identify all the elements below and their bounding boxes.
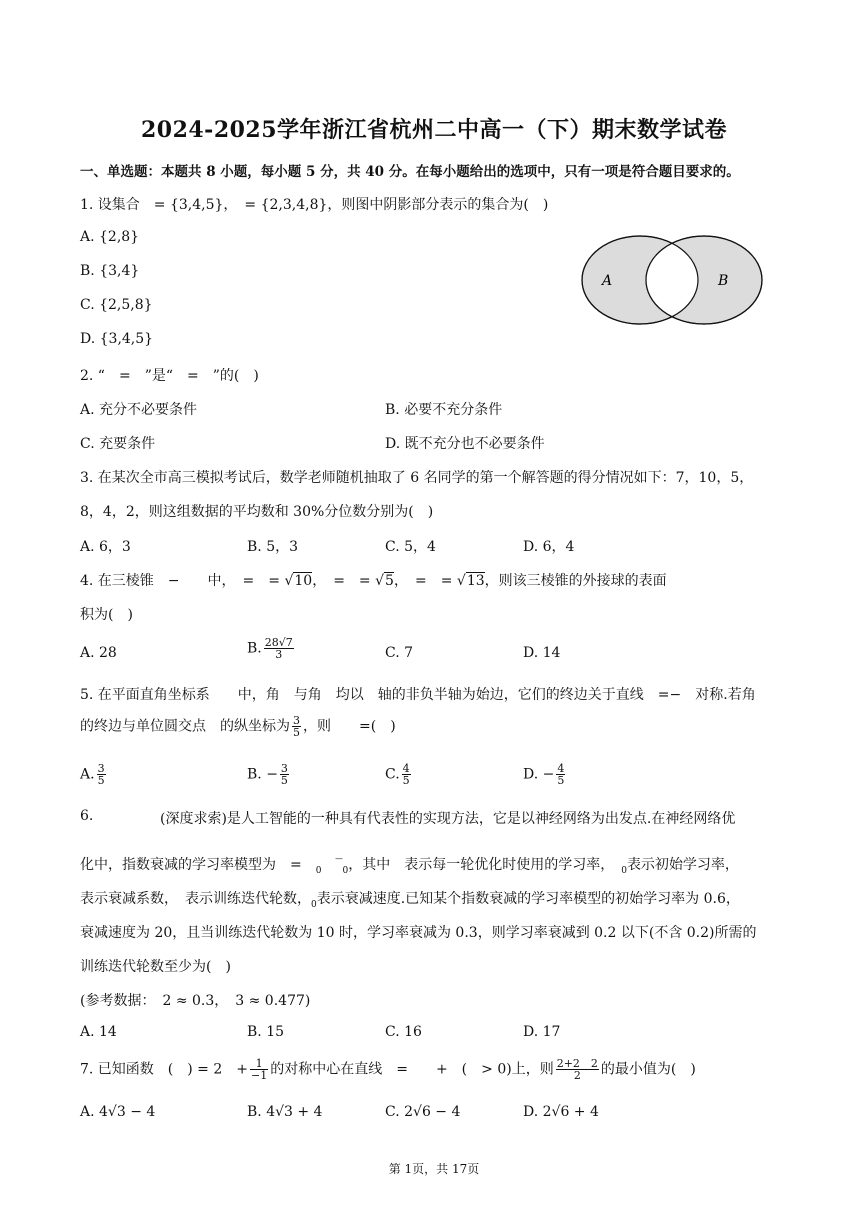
q3-option-c[interactable]: C. 5，4 [385, 539, 436, 555]
q5-option-c[interactable]: C. $\frac{4}{5}$ [385, 762, 410, 787]
q6-number: 6. [80, 808, 94, 824]
q2-option-b[interactable]: B. 必要不充分条件 [385, 402, 503, 418]
section-heading: 一、单选题：本题共 8 小题，每小题 5 分，共 40 分。在每小题给出的选项中，只有一项是符合题目要求的。 [80, 164, 740, 180]
venn-diagram [574, 228, 770, 332]
q3-line2: 8，4，2，则这组数据的平均数和 30%分位数分别为( ) [80, 504, 434, 520]
q6-line1: (深度求索)是人工智能的一种具有代表性的实现方法，它是以神经网络为出发点.在神经网络优 [160, 811, 736, 827]
q1-option-a[interactable]: A. {2,8} [80, 229, 140, 245]
q3-option-b[interactable]: B. 5，3 [247, 539, 299, 555]
q4-option-c[interactable]: C. 7 [385, 645, 414, 661]
q2-stem: 2. “ = ”是“ = ”的( ) [80, 368, 259, 384]
q6-option-c[interactable]: C. 16 [385, 1024, 422, 1040]
q3-option-a[interactable]: A. 6，3 [80, 539, 131, 555]
q1-option-b[interactable]: B. {3,4} [80, 263, 140, 279]
q1-option-d[interactable]: D. {3,4,5} [80, 331, 154, 347]
q5-option-d[interactable]: D. − $\frac{4}{5}$ [523, 762, 565, 787]
q6-line3: 表示衰减系数， 表示训练迭代轮数，$_0$表示衰减速度.已知某个指数衰减的学习率模型的初始学习率为 0.6， [80, 891, 740, 910]
q7-option-b[interactable]: B. 4√3 + 4 [247, 1104, 323, 1120]
q4-option-a[interactable]: A. 28 [80, 645, 117, 661]
q5-line2: 的终边与单位圆交点 的纵坐标为 $\frac{3}{5}$ ，则 =( ) [80, 714, 396, 739]
venn-label-a: A [602, 273, 613, 289]
q7-option-d[interactable]: D. 2√6 + 4 [523, 1104, 599, 1120]
q7-option-a[interactable]: A. 4√3 − 4 [80, 1104, 156, 1120]
page-title: 2024-2025学年浙江省杭州二中高一（下）期末数学试卷 [140, 117, 728, 143]
q7-option-c[interactable]: C. 2√6 − 4 [385, 1104, 461, 1120]
q5-option-a[interactable]: A. $\frac{3}{5}$ [80, 762, 105, 787]
q4-option-d[interactable]: D. 14 [523, 645, 561, 661]
q3-line1: 3. 在某次全市高三模拟考试后，数学老师随机抽取了 6 名同学的第一个解答题的得分情况如下：7，10，5， [80, 470, 754, 486]
q6-option-b[interactable]: B. 15 [247, 1024, 285, 1040]
q2-option-a[interactable]: A. 充分不必要条件 [80, 402, 198, 418]
q3-option-d[interactable]: D. 6，4 [523, 539, 575, 555]
q2-option-c[interactable]: C. 充要条件 [80, 436, 156, 452]
q5-option-b[interactable]: B. − $\frac{3}{5}$ [247, 762, 288, 787]
q6-option-d[interactable]: D. 17 [523, 1024, 561, 1040]
q6-line4: 衰减速度为 20，且当训练迭代轮数为 10 时，学习率衰减为 0.3，则学习率衰减到 0.2 以下(不含 0.2)所需的 [80, 925, 757, 941]
q6-line5: 训练迭代轮数至少为( ) [80, 959, 231, 975]
venn-label-b: B [718, 273, 729, 289]
q5-line1: 5. 在平面直角坐标系 中，角 与角 均以 轴的非负半轴为始边，它们的终边关于直线 =− 对称.若角 [80, 687, 756, 703]
q4-line2: 积为( ) [80, 607, 133, 623]
page-footer: 第 1页，共 17页 [388, 1162, 480, 1176]
q4-option-b[interactable]: B. $\frac{28√7}{3}$ [247, 636, 293, 661]
q6-reference-data: (参考数据： 2 ≈ 0.3， 3 ≈ 0.477) [80, 993, 311, 1009]
q6-option-a[interactable]: A. 14 [80, 1024, 117, 1040]
q1-stem: 1. 设集合 = {3,4,5}， = {2,3,4,8}，则图中阴影部分表示的集合为( ) [80, 197, 549, 213]
q7-stem: 7. 已知函数 ( ) = 2 + $\frac{1}{-1}$ 的对称中心在直线 = + ( > 0)上，则 $\frac{2+2 2}{2}$ 的最小值为( ) [80, 1057, 696, 1082]
q1-option-c[interactable]: C. {2,5,8} [80, 297, 153, 313]
q4-line1: 4. 在三棱锥 − 中， = = √10， = = √5， = = √13，则该三棱锥的外接球的表面 [80, 573, 667, 589]
q2-option-d[interactable]: D. 既不充分也不必要条件 [385, 436, 545, 452]
q6-line2: 化中，指数衰减的学习率模型为 = $_0$ $‾_0$，其中 表示每一轮优化时使用的学习率， $_0$表示初始学习率， [80, 857, 739, 876]
